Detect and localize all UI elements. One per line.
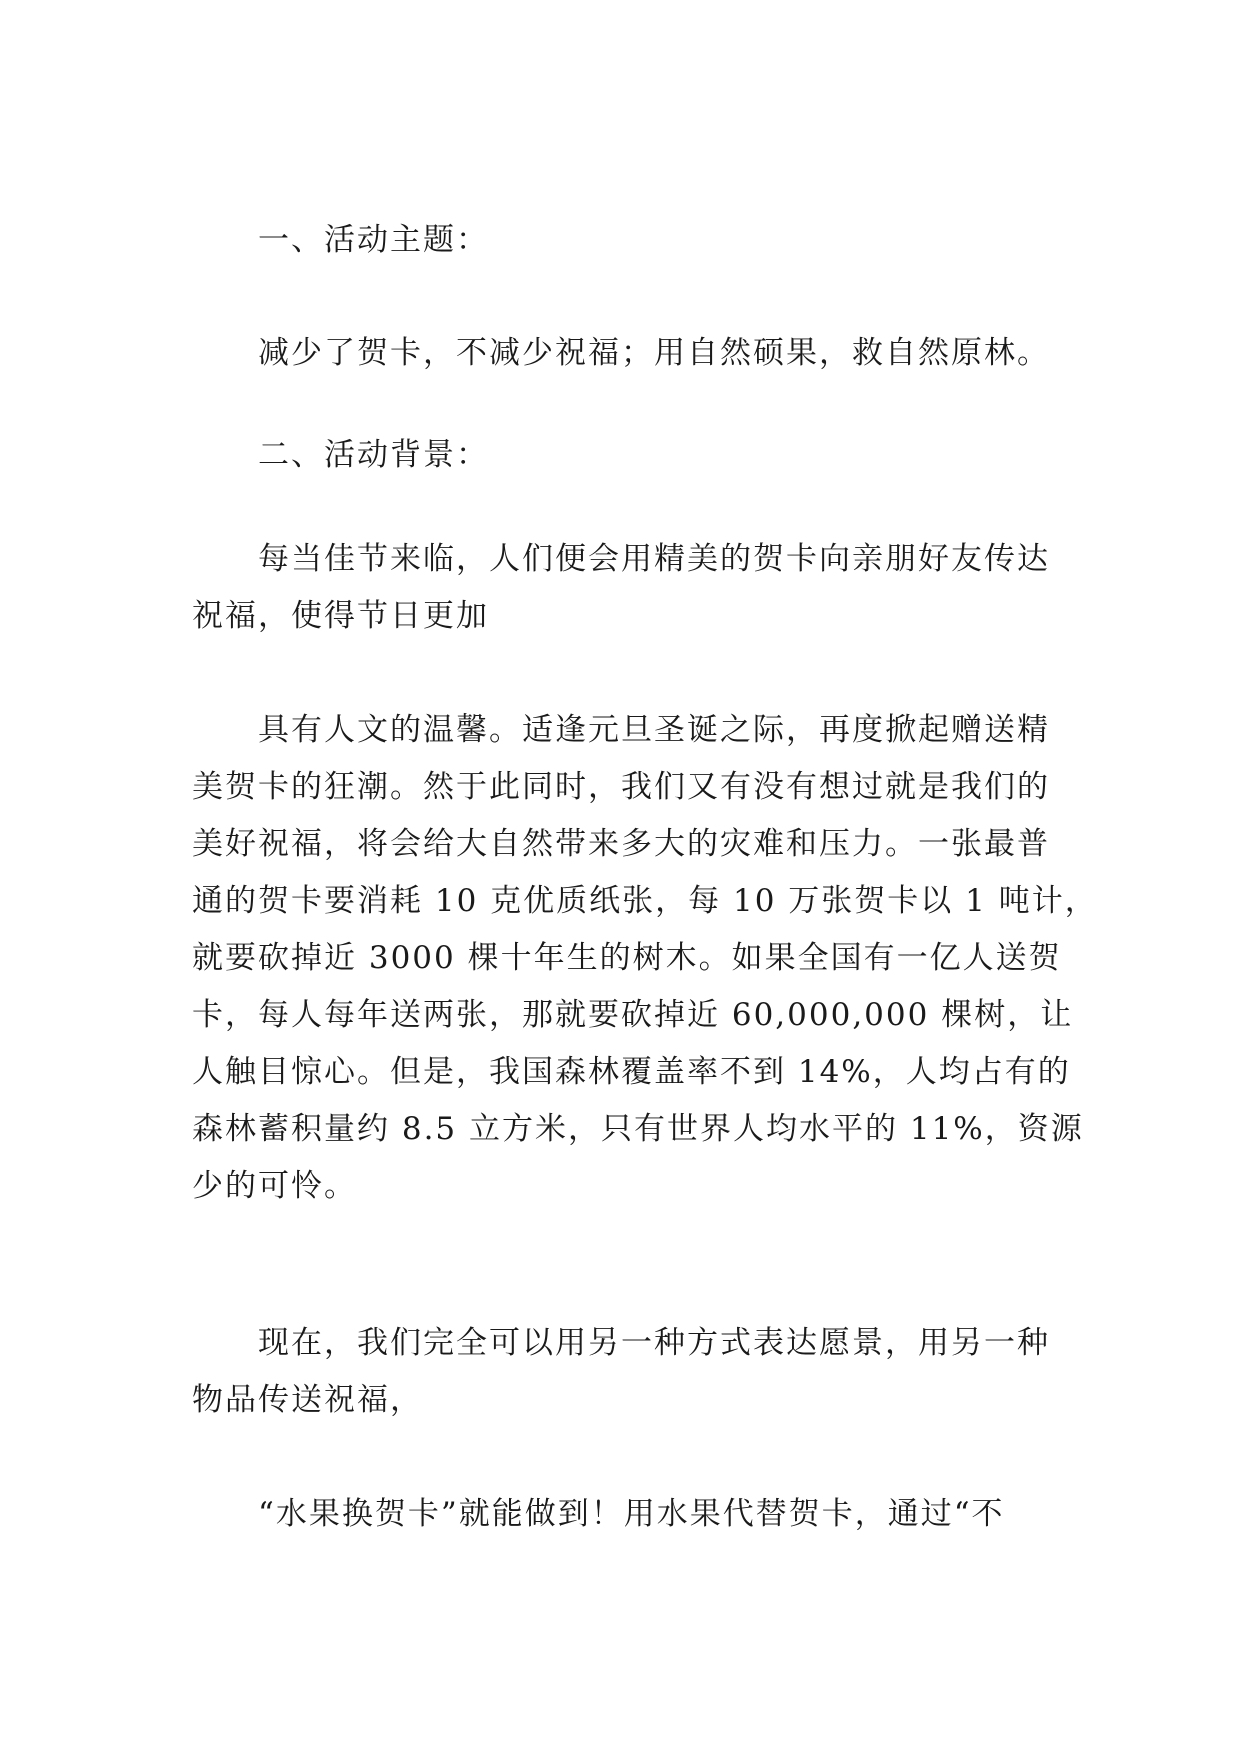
- paragraph-line: 通的贺卡要消耗 10 克优质纸张，每 10 万张贺卡以 1 吨计，: [192, 883, 1098, 919]
- paragraph-line: 森林蓄积量约 8.5 立方米，只有世界人均水平的 11%，资源: [192, 1111, 1084, 1147]
- paragraph-line: 就要砍掉近 3000 棵十年生的树木。如果全国有一亿人送贺: [192, 940, 1062, 976]
- section-heading-background: 二、活动背景：: [258, 437, 489, 473]
- theme-content: 减少了贺卡，不减少祝福；用自然硕果，救自然原林。: [258, 335, 1050, 371]
- paragraph-line: 具有人文的温馨。适逢元旦圣诞之际，再度掀起赠送精: [258, 712, 1050, 748]
- paragraph-line: 现在，我们完全可以用另一种方式表达愿景，用另一种: [258, 1325, 1050, 1361]
- paragraph-line: 少的可怜。: [192, 1168, 357, 1204]
- paragraph-line: 物品传送祝福，: [192, 1382, 423, 1418]
- paragraph-line: 美好祝福，将会给大自然带来多大的灾难和压力。一张最普: [192, 826, 1050, 862]
- paragraph-line: 卡，每人每年送两张，那就要砍掉近 60,000,000 棵树，让: [192, 997, 1074, 1033]
- paragraph-line: 人触目惊心。但是，我国森林覆盖率不到 14%，人均占有的: [192, 1054, 1071, 1090]
- paragraph-line: 祝福，使得节日更加: [192, 598, 489, 634]
- paragraph-line: 美贺卡的狂潮。然于此同时，我们又有没有想过就是我们的: [192, 769, 1050, 805]
- paragraph-line: 每当佳节来临，人们便会用精美的贺卡向亲朋好友传达: [258, 541, 1050, 577]
- paragraph-line: “水果换贺卡”就能做到！用水果代替贺卡，通过“不: [258, 1496, 1005, 1532]
- section-heading-theme: 一、活动主题：: [258, 222, 489, 258]
